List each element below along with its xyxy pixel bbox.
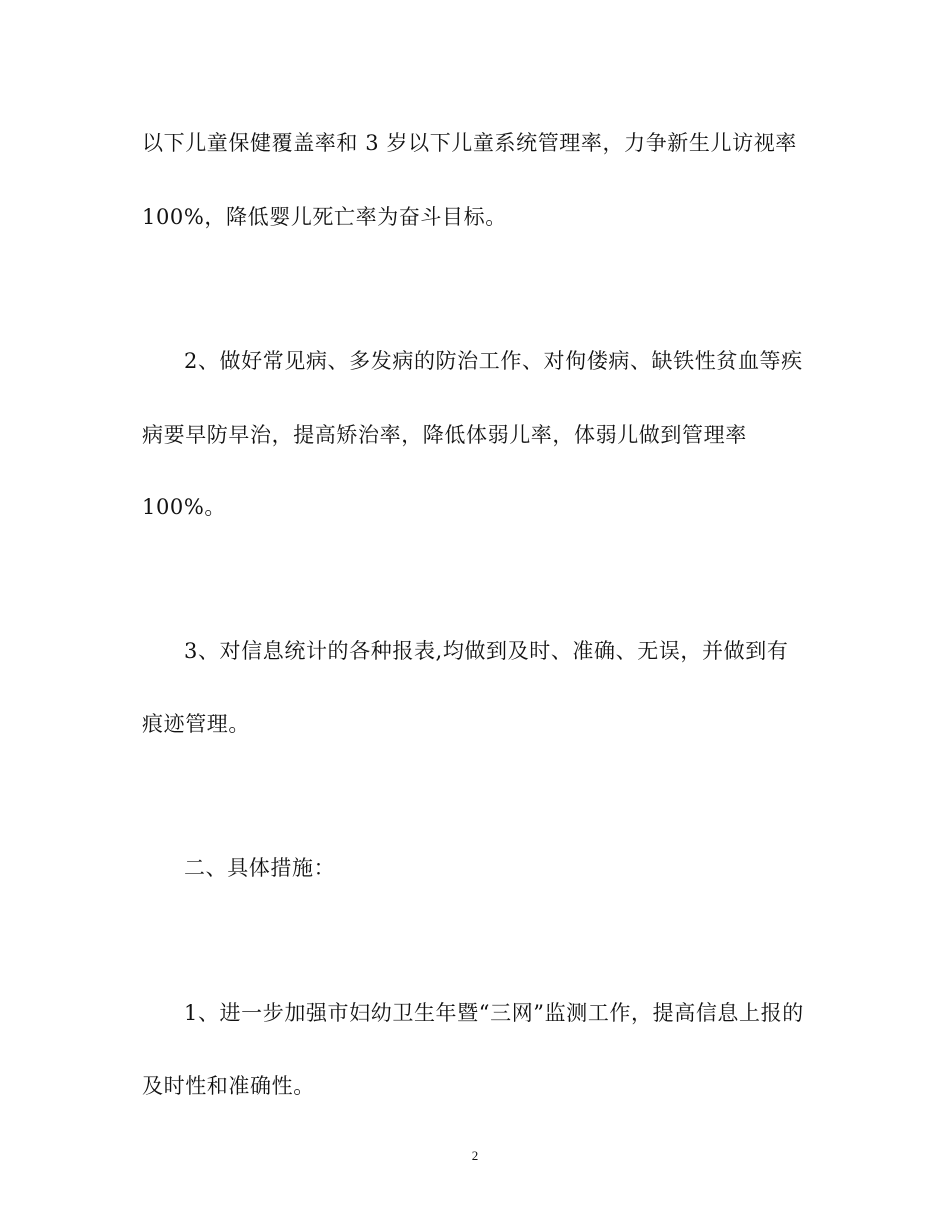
section-heading: 二、具体措施： bbox=[184, 856, 336, 880]
paragraph-line: 2、做好常见病、多发病的防治工作、对佝偻病、缺铁性贫血等疾 bbox=[184, 349, 803, 373]
paragraph-line: 痕迹管理。 bbox=[142, 712, 250, 736]
paragraph-line: 以下儿童保健覆盖率和 3 岁以下儿童系统管理率，力争新生儿访视率 bbox=[142, 131, 797, 155]
paragraph-line: 3、对信息统计的各种报表,均做到及时、准确、无误，并做到有 bbox=[184, 639, 789, 663]
page-number: 2 bbox=[471, 1148, 479, 1163]
paragraph-line: 100%，降低婴儿死亡率为奋斗目标。 bbox=[142, 205, 507, 229]
paragraph-line: 病要早防早治，提高矫治率，降低体弱儿率，体弱儿做到管理率 bbox=[142, 423, 747, 447]
paragraph-line: 100%。 bbox=[142, 495, 227, 519]
paragraph-line: 1、进一步加强市妇幼卫生年暨“三网”监测工作，提高信息上报的 bbox=[184, 1001, 804, 1025]
paragraph-line: 及时性和准确性。 bbox=[142, 1074, 315, 1098]
